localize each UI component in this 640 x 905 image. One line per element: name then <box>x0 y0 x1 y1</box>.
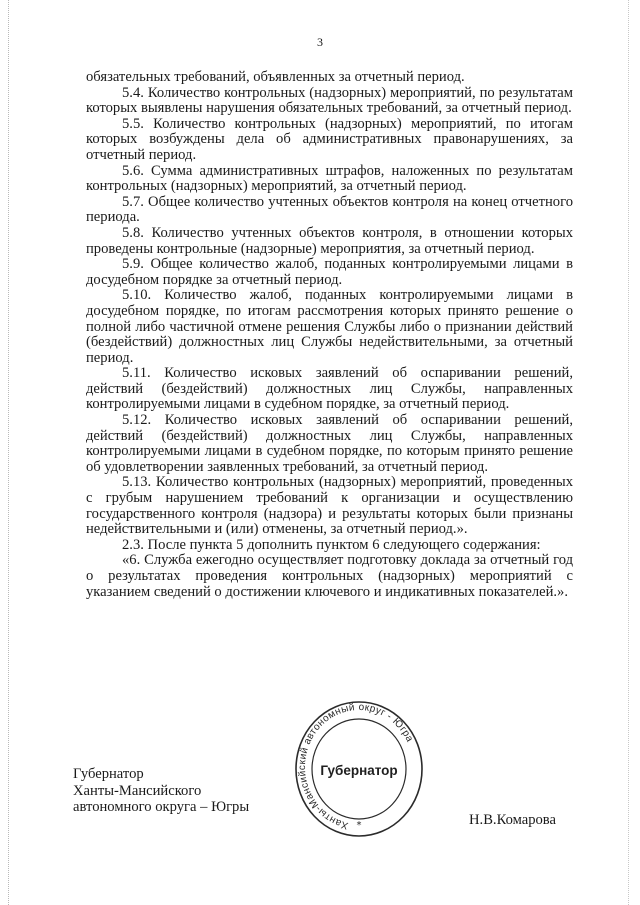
paragraph-item-6: «6. Служба ежегодно осуществляет подготовку доклада за отчетный год о результатах проведения контрольных (надзорных) мероприятий с указанием сведений о достижении ключевого и индикативных показателей.». <box>86 552 573 600</box>
official-seal <box>293 700 425 846</box>
paragraph-5-9: 5.9. Общее количество жалоб, поданных контролируемыми лицами в досудебном порядке за отчетный период. <box>86 256 573 288</box>
signatory-title-line: Ханты-Мансийского <box>73 782 202 799</box>
paragraph-5-11: 5.11. Количество исковых заявлений об оспаривании решений, действий (бездействий) должностных лиц Службы, направленных контролируемыми лицами в судебном порядке, за отчетный период. <box>86 365 573 413</box>
paragraph-5-12: 5.12. Количество исковых заявлений об оспаривании решений, действий (бездействий) должностных лиц Службы, направленных контролируемыми лицами в судебном порядке, по которым принято решение об удовлетворении заявленных требований, за отчетный период. <box>86 412 573 475</box>
signatory-title-line: Губернатор <box>73 766 144 782</box>
document-body <box>86 70 573 600</box>
signatory-title <box>73 766 293 816</box>
seal-center-text: Губернатор <box>320 763 398 778</box>
signatory-title-line: автономного округа – Югры <box>73 799 250 815</box>
paragraph-2-3: 2.3. После пункта 5 дополнить пунктом 6 следующего содержания: <box>122 536 541 553</box>
page-number: 3 <box>317 35 323 49</box>
seal-icon <box>293 700 425 846</box>
paragraph-5-7: 5.7. Общее количество учтенных объектов контроля на конец отчетного периода. <box>86 193 573 226</box>
paragraph-continuation: обязательных требований, объявленных за отчетный период. <box>86 69 465 85</box>
scan-edge-right <box>628 0 630 905</box>
paragraph-5-5: 5.5. Количество контрольных (надзорных) мероприятий, по итогам которых возбуждены дела об административных правонарушениях, за отчетный период. <box>86 115 573 163</box>
signatory-name: Н.В.Комарова <box>469 812 556 828</box>
paragraph-5-13: 5.13. Количество контрольных (надзорных) мероприятий, проведенных с грубым нарушением требований к организации и осуществлению государственного контроля (надзора) и результаты которых были признаны недействительными и (или) отменены, за отчетный период.». <box>86 474 573 538</box>
seal-ring-text: Ханты-Мансийский автономный округ - Югра <box>296 701 416 831</box>
scan-edge-left <box>8 0 10 905</box>
seal-star: * <box>356 820 362 831</box>
paragraph-5-6: 5.6. Сумма административных штрафов, наложенных по результатам контрольных (надзорных) мероприятий, за отчетный период. <box>86 162 573 195</box>
paragraph-5-10: 5.10. Количество жалоб, поданных контролируемыми лицами в досудебном порядке, по итогам рассмотрения которых принято решение о полной либо частичной отмене решения Службы либо о признании действий (бездействий) должностных лиц Службы недействительными, за отчетный период. <box>86 287 573 366</box>
paragraph-5-8: 5.8. Количество учтенных объектов контроля, в отношении которых проведены контрольные (надзорные) мероприятия, за отчетный период. <box>86 224 573 257</box>
paragraph-5-4: 5.4. Количество контрольных (надзорных) мероприятий, по результатам которых выявлены нарушения обязательных требований, за отчетный период. <box>86 84 573 117</box>
